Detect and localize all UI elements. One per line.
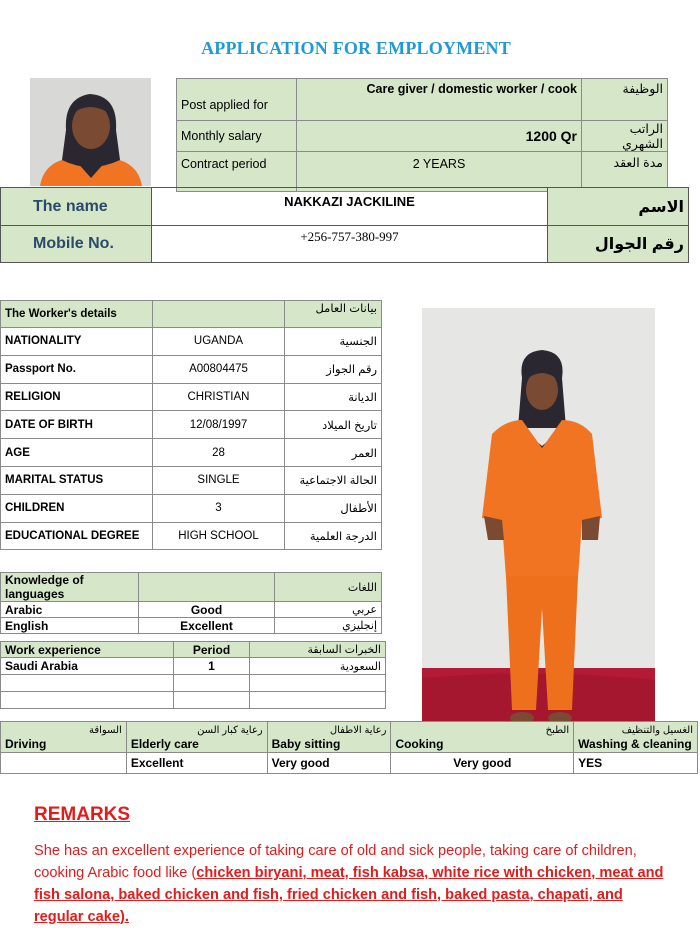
experience-header: Work experience <box>1 642 174 658</box>
salary-label: Monthly salary <box>177 121 297 152</box>
details-header-ar: بيانات العامل <box>285 301 382 328</box>
mobile-label-ar: رقم الجوال <box>548 226 689 263</box>
skill-header <box>574 722 698 753</box>
skill-header <box>126 722 267 753</box>
skill-label: Elderly care <box>130 737 199 751</box>
remarks-end: ). <box>120 909 129 925</box>
salary-label-ar: الراتب الشهري <box>582 121 668 152</box>
worker-details-table <box>0 300 382 550</box>
skill-label-ar: رعاية كبار السن <box>197 725 263 736</box>
post-label: Post applied for <box>177 79 297 121</box>
remarks-foods: chicken biryani, meat, fish kabsa, white rice with chicken, meat and fish salona, baked chicken and fish, fried chicken and fish, baked pasta, chapati, and regular cake <box>34 865 664 925</box>
detail-label: EDUCATIONAL DEGREE <box>1 522 153 550</box>
languages-header-ar: اللغات <box>275 573 382 602</box>
table-row <box>1 439 382 467</box>
salary-value: 1200 Qr <box>297 121 582 152</box>
skill-header <box>267 722 391 753</box>
skill-label: Baby sitting <box>271 737 341 751</box>
skill-label: Cooking <box>395 737 444 751</box>
table-row <box>1 328 382 356</box>
detail-label: Passport No. <box>1 355 153 383</box>
detail-label: CHILDREN <box>1 494 153 522</box>
post-value: Care giver / domestic worker / cook <box>297 79 582 121</box>
identity-table <box>0 187 689 263</box>
experience-country: Saudi Arabia <box>1 658 174 675</box>
language-label: Arabic <box>1 602 139 618</box>
skill-header <box>391 722 574 753</box>
detail-label-ar: العمر <box>285 439 382 467</box>
contract-label: Contract period <box>177 152 297 192</box>
detail-value: CHRISTIAN <box>153 383 285 411</box>
language-label-ar: عربي <box>275 602 382 618</box>
table-row <box>1 658 386 675</box>
experience-period: 1 <box>174 658 250 675</box>
detail-label: RELIGION <box>1 383 153 411</box>
detail-label-ar: رقم الجواز <box>285 355 382 383</box>
full-body-photo <box>422 308 655 746</box>
contract-value: 2 YEARS <box>297 152 582 192</box>
detail-value: 28 <box>153 439 285 467</box>
detail-value: A00804475 <box>153 355 285 383</box>
skill-label-ar: رعاية الاطفال <box>329 725 387 736</box>
detail-label-ar: الدرجة العلمية <box>285 522 382 550</box>
skill-value <box>1 753 127 774</box>
name-value: NAKKAZI JACKILINE <box>152 188 548 226</box>
detail-label-ar: الديانة <box>285 383 382 411</box>
detail-value: 12/08/1997 <box>153 411 285 439</box>
skill-label-ar: الغسيل والتنظيف <box>621 725 693 736</box>
detail-label: DATE OF BIRTH <box>1 411 153 439</box>
skill-value: Very good <box>391 753 574 774</box>
remarks-intro: She has an excellent experience of taking care of old and sick people, taking care of children, cooking Arabic food like ( <box>34 843 637 881</box>
skill-label: Driving <box>5 737 47 751</box>
period-header: Period <box>174 642 250 658</box>
remarks-text <box>34 840 674 928</box>
table-row <box>1 494 382 522</box>
table-row <box>1 466 382 494</box>
name-label-ar: الاسم <box>548 188 689 226</box>
detail-label-ar: الجنسية <box>285 328 382 356</box>
table-row <box>1 355 382 383</box>
details-header: The Worker's details <box>1 301 153 328</box>
post-label-ar: الوظيفة <box>582 79 668 121</box>
skill-label: Washing & cleaning <box>578 737 692 751</box>
detail-value: SINGLE <box>153 466 285 494</box>
skill-label-ar: الطبخ <box>545 725 570 736</box>
portrait-photo <box>30 78 151 186</box>
detail-label-ar: الأطفال <box>285 494 382 522</box>
experience-country-ar: السعودية <box>250 658 386 675</box>
detail-label: MARITAL STATUS <box>1 466 153 494</box>
detail-value: HIGH SCHOOL <box>153 522 285 550</box>
detail-value: UGANDA <box>153 328 285 356</box>
mobile-value: +256-757-380-997 <box>152 226 548 263</box>
languages-table <box>0 572 382 634</box>
table-row <box>1 411 382 439</box>
post-table <box>176 78 668 192</box>
experience-header-ar: الخبرات السابقة <box>250 642 386 658</box>
skill-label-ar: السواقة <box>88 725 122 736</box>
table-row <box>1 383 382 411</box>
detail-label: NATIONALITY <box>1 328 153 356</box>
languages-header: Knowledge of languages <box>1 573 139 602</box>
table-row <box>1 522 382 550</box>
mobile-label: Mobile No. <box>1 226 152 263</box>
name-label: The name <box>1 188 152 226</box>
language-level: Good <box>139 602 275 618</box>
language-label: English <box>1 618 139 634</box>
detail-value: 3 <box>153 494 285 522</box>
language-level: Excellent <box>139 618 275 634</box>
remarks-title: REMARKS <box>34 804 131 825</box>
table-row <box>1 618 382 634</box>
detail-label-ar: الحالة الاجتماعية <box>285 466 382 494</box>
contract-label-ar: مدة العقد <box>582 152 668 192</box>
skills-table <box>0 721 698 774</box>
experience-table <box>0 641 386 709</box>
page-title: APPLICATION FOR EMPLOYMENT <box>201 38 511 58</box>
detail-label: AGE <box>1 439 153 467</box>
skill-header <box>1 722 127 753</box>
skill-value: Excellent <box>126 753 267 774</box>
table-row <box>1 602 382 618</box>
detail-label-ar: تاريخ الميلاد <box>285 411 382 439</box>
skill-value: YES <box>574 753 698 774</box>
language-label-ar: إنجليزي <box>275 618 382 634</box>
skill-value: Very good <box>267 753 391 774</box>
